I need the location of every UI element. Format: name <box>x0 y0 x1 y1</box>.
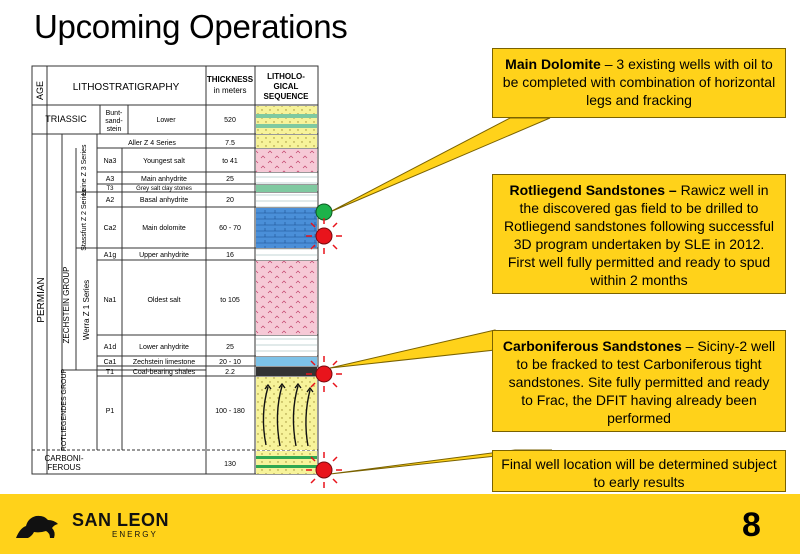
logo-sub: ENERGY <box>112 530 158 539</box>
age-carboniferous-2: FEROUS <box>47 463 81 472</box>
row-carboniferous-thickness: 130 <box>224 461 236 468</box>
series-leine: Leine Z 3 Series <box>81 144 88 196</box>
row-na1-name: Oldest salt <box>147 297 181 304</box>
callout-main-dolomite-text: – 3 existing wells with oil to be completed with combination of horizontal legs and fracking <box>502 56 776 108</box>
row-na1-code: Na1 <box>103 297 117 304</box>
row-ca2-thickness: 60 - 70 <box>219 225 241 232</box>
litho-header: LITHOSTRATIGRAPHY <box>72 82 180 93</box>
row-a3-code: A3 <box>105 176 115 183</box>
row-a3-name: Main anhydrite <box>141 176 187 183</box>
callout-carboniferous <box>492 330 786 432</box>
gas-marker-dolomite <box>306 218 342 254</box>
row-na1-thickness: to 105 <box>220 297 240 304</box>
row-aller-thickness: 7.5 <box>225 140 235 147</box>
row-na3-thickness: to 41 <box>222 158 238 165</box>
row-aller-name: Aller Z 4 Series <box>128 140 176 147</box>
row-ca2-name: Main dolomite <box>142 225 186 232</box>
page-title: Upcoming Operations <box>34 8 348 45</box>
group-rotliegendes: ROTLIEGENDES GROUP <box>61 368 68 452</box>
callout-final-well-text: Final well location will be determined subject to early results <box>501 456 777 490</box>
callout-rotliegend-title: Rotliegend Sandstones – <box>509 182 677 198</box>
age-permian: PERMIAN <box>36 277 47 323</box>
age-header: AGE <box>35 80 45 100</box>
age-carboniferous-1: CARBONI- <box>44 454 84 463</box>
thickness-header-1: THICKNESS <box>206 75 254 84</box>
lower-label: Lower <box>156 117 176 124</box>
lion-logo-icon <box>12 512 68 542</box>
age-triassic: TRIASSIC <box>45 114 87 124</box>
row-a2-name: Basal anhydrite <box>139 197 189 204</box>
pointer-rotliegend <box>330 330 495 368</box>
callout-carboniferous-title: Carboniferous Sandstones <box>502 338 682 354</box>
stein-label: stein <box>106 126 122 133</box>
page-number: 8 <box>742 506 761 544</box>
row-t1-code: T1 <box>105 369 115 376</box>
row-a2-thickness: 20 <box>226 197 234 204</box>
oil-marker <box>316 204 332 220</box>
row-t3-code: T3 <box>106 186 114 192</box>
row-a1d-thickness: 25 <box>226 344 234 351</box>
series-werra: Werra Z 1 Series <box>82 279 91 341</box>
callout-main-dolomite-title: Main Dolomite <box>505 56 601 72</box>
series-stassfurt: Stassfurt Z 2 Series <box>81 189 88 251</box>
logo-name: SAN LEON <box>72 510 170 530</box>
callout-main-dolomite <box>492 48 786 118</box>
row-a1g-code: A1g <box>103 252 117 259</box>
thickness-header-2: in meters <box>213 86 247 95</box>
callout-final-well <box>492 450 786 492</box>
row-t1-thickness: 2.2 <box>225 369 235 376</box>
row-a1g-name: Upper anhydrite <box>139 252 189 259</box>
row-a2-code: A2 <box>105 197 115 204</box>
sand-label: sand- <box>105 118 123 125</box>
callout-carboniferous-text: – Siciny-2 well to be fracked to test Carboniferous tight sandstones. Site fully permitted and ready to Frac, the DFIT having already been performed <box>508 338 776 426</box>
callout-rotliegend <box>492 174 786 294</box>
row-p1-thickness: 100 - 180 <box>215 408 245 415</box>
bunt-label: Bunt- <box>105 110 123 117</box>
row-a1g-thickness: 16 <box>226 252 234 259</box>
sequence-header-1: LITHOLO- <box>267 72 305 81</box>
row-a1d-name: Lower anhydrite <box>139 344 189 351</box>
row-na3-code: Na3 <box>103 158 117 165</box>
row-t1-name: Coal-bearing shales <box>132 369 196 376</box>
row-a1d-code: A1d <box>103 344 117 351</box>
row-ca2-code: Ca2 <box>103 225 117 232</box>
row-t3-name: Grey salt clay stones <box>136 186 192 192</box>
callout-rotliegend-text: Rawicz well in the discovered gas field to be drilled to Rotliegend sandstones following successful 3D program undertaken by SLE in 2012. First well fully permitted and ready to spud within 2 months <box>503 182 775 288</box>
group-zechstein: ZECHSTEIN GROUP <box>62 266 71 344</box>
row-a3-thickness: 25 <box>226 176 234 183</box>
gas-marker-rotliegend <box>306 356 342 392</box>
gas-marker-carboniferous <box>306 452 342 488</box>
bunt-thickness: 520 <box>224 117 236 124</box>
row-p1-code: P1 <box>105 408 115 415</box>
row-na3-name: Youngest salt <box>143 158 185 165</box>
row-ca1-thickness: 20 - 10 <box>219 359 241 366</box>
sequence-header-2: GICAL <box>273 82 299 91</box>
sequence-header-3: SEQUENCE <box>263 92 309 101</box>
row-ca1-code: Ca1 <box>103 359 117 366</box>
row-ca1-name: Zechstein limestone <box>132 359 196 366</box>
